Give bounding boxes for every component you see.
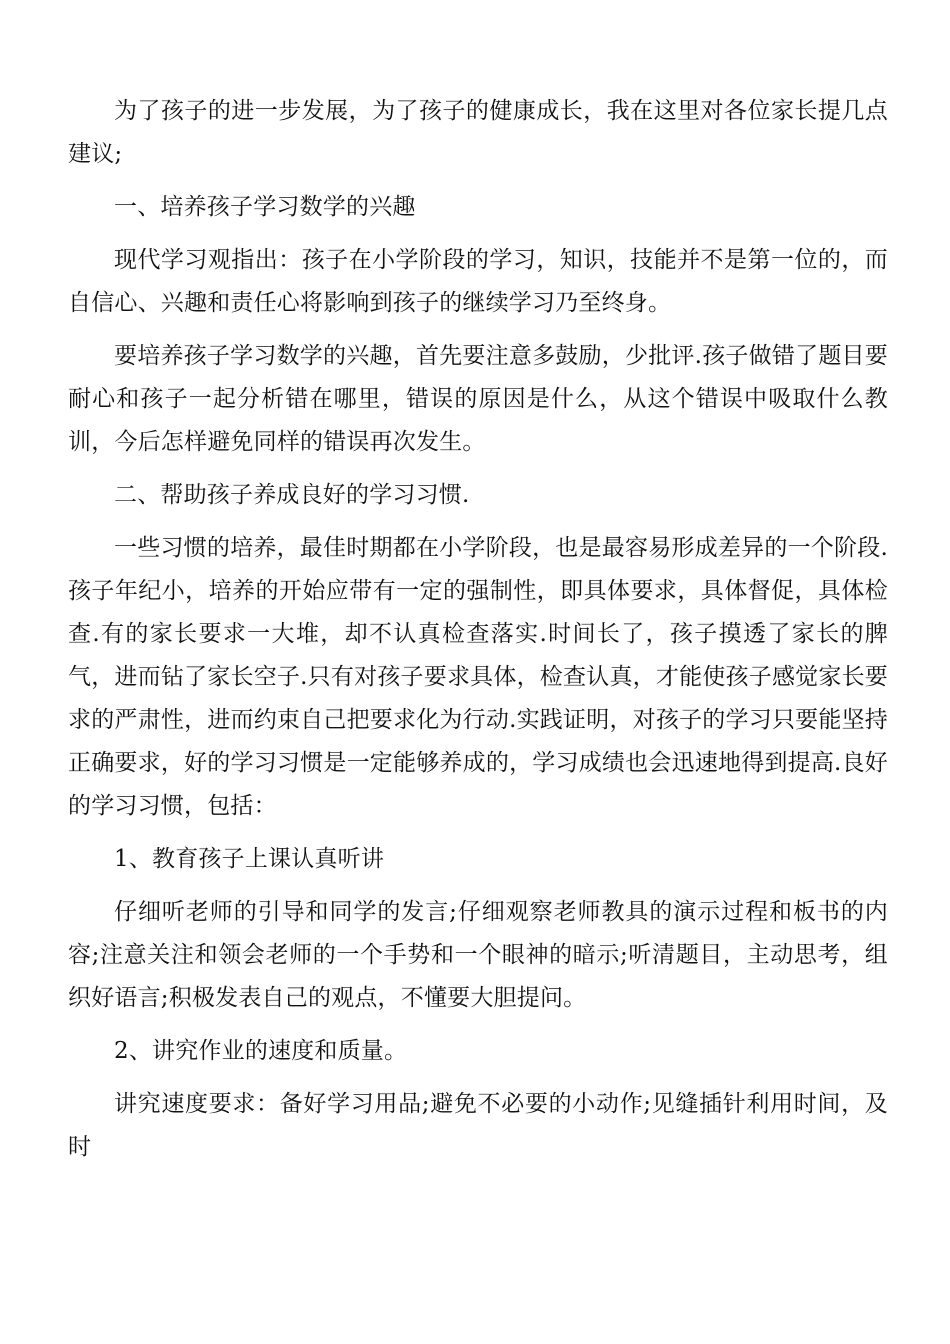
paragraph-listening: 仔细听老师的引导和同学的发言;仔细观察老师教具的演示过程和板书的内容;注意关注和领会老师的一个手势和一个眼神的暗示;听清题目，主动思考，组织好语言;积极发表自己的观点，不懂要大胆提问。 <box>68 899 888 1011</box>
heading-section-1: 一、培养孩子学习数学的兴趣 <box>114 194 416 220</box>
paragraph-speed: 讲究速度要求：备好学习用品;避免不必要的小动作;见缝插针利用时间，及时 <box>68 1091 888 1160</box>
document-body <box>68 90 888 1169</box>
heading-section-2: 二、帮助孩子养成良好的学习习惯. <box>114 482 470 508</box>
paragraph-intro: 为了孩子的进一步发展，为了孩子的健康成长，我在这里对各位家长提几点建议; <box>68 98 888 167</box>
heading-item-2: 2、讲究作业的速度和质量。 <box>114 1038 408 1064</box>
paragraph-interest: 要培养孩子学习数学的兴趣，首先要注意多鼓励，少批评.孩子做错了题目要耐心和孩子一起分析错在哪里，错误的原因是什么，从这个错误中吸取什么教训，今后怎样避免同样的错误再次发生。 <box>68 343 888 455</box>
heading-item-1: 1、教育孩子上课认真听讲 <box>114 846 385 872</box>
paragraph-habits: 一些习惯的培养，最佳时期都在小学阶段，也是最容易形成差异的一个阶段.孩子年纪小，培养的开始应带有一定的强制性，即具体要求，具体督促，具体检查.有的家长要求一大堆，却不认真检查落实.时间长了，孩子摸透了家长的脾气，进而钻了家长空子.只有对孩子要求具体，检查认真，才能使孩子感觉家长要求的严肃性，进而约束自己把要求化为行动.实践证明，对孩子的学习只要能坚持正确要求，好的学习习惯是一定能够养成的，学习成绩也会迅速地得到提高.良好的学习习惯，包括： <box>68 535 888 819</box>
paragraph-learning-view: 现代学习观指出：孩子在小学阶段的学习，知识，技能并不是第一位的，而自信心、兴趣和责任心将影响到孩子的继续学习乃至终身。 <box>68 247 888 316</box>
